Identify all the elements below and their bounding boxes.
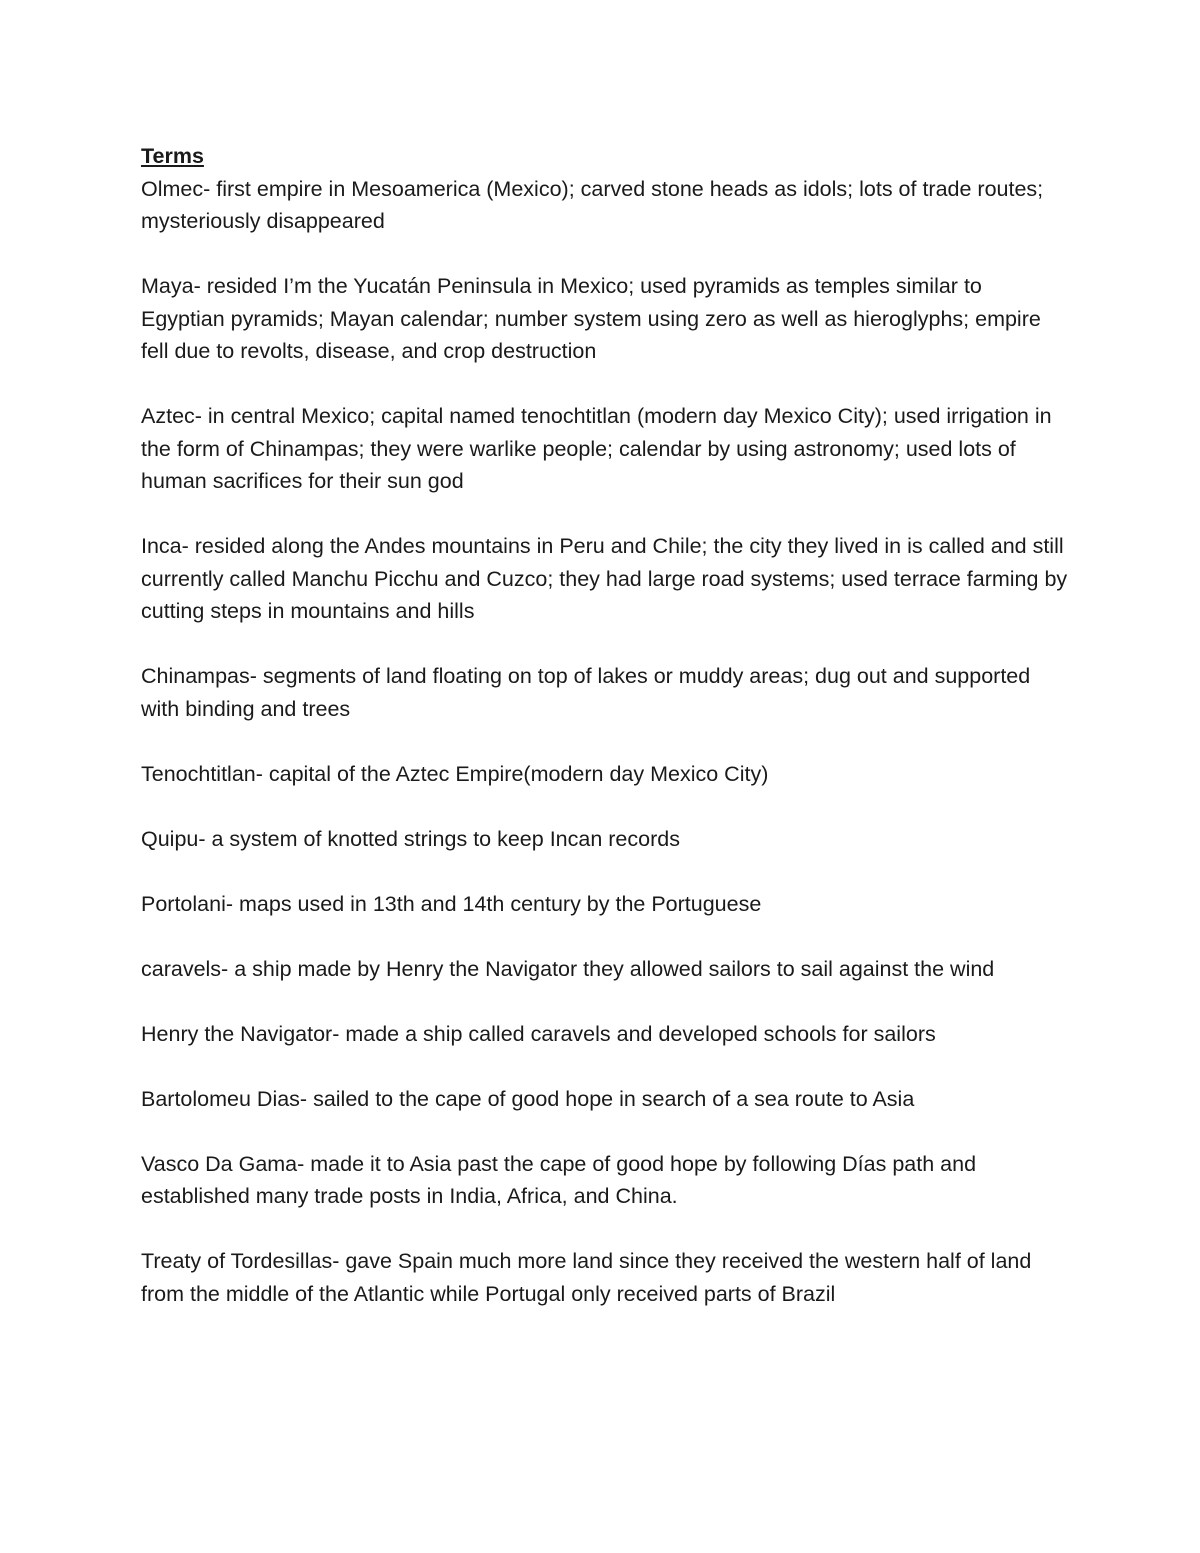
document-body xyxy=(141,140,1071,1310)
term-entry-bartolomeu-dias: Bartolomeu Dias- sailed to the cape of good hope in search of a sea route to Asia xyxy=(141,1086,915,1111)
term-entry-henry-the-navigator: Henry the Navigator- made a ship called caravels and developed schools for sailors xyxy=(141,1021,936,1046)
document-heading: Terms xyxy=(141,144,204,168)
term-entry-aztec: Aztec- in central Mexico; capital named tenochtitlan (modern day Mexico City); used irrigation in the form of Chinampas; they were warlike people; calendar by using astronomy; used lots of human sacrifices for their sun god xyxy=(141,404,1052,493)
term-entry-caravels: caravels- a ship made by Henry the Navigator they allowed sailors to sail against the wind xyxy=(141,956,995,981)
term-entry-portolani: Portolani- maps used in 13th and 14th century by the Portuguese xyxy=(141,891,762,916)
term-entry-chinampas: Chinampas- segments of land floating on top of lakes or muddy areas; dug out and supported with binding and trees xyxy=(141,664,1031,721)
term-entry-quipu: Quipu- a system of knotted strings to keep Incan records xyxy=(141,826,680,851)
term-entry-tenochtitlan: Tenochtitlan- capital of the Aztec Empire(modern day Mexico City) xyxy=(141,761,769,786)
term-entry-vasco-da-gama: Vasco Da Gama- made it to Asia past the cape of good hope by following Días path and established many trade posts in India, Africa, and China. xyxy=(141,1151,977,1208)
term-entry-inca: Inca- resided along the Andes mountains in Peru and Chile; the city they lived in is called and still currently called Manchu Picchu and Cuzco; they had large road systems; used terrace farming by cutting steps in mountains and hills xyxy=(141,534,1068,623)
term-entry-maya: Maya- resided I’m the Yucatán Peninsula in Mexico; used pyramids as temples similar to Egyptian pyramids; Mayan calendar; number system using zero as well as hieroglyphs; empire fell due to revolts, disease, and crop destruction xyxy=(141,274,1041,363)
term-entry-olmec: Olmec- first empire in Mesoamerica (Mexico); carved stone heads as idols; lots of trade routes; mysteriously disappeared xyxy=(141,176,1044,233)
term-entry-treaty-of-tordesillas: Treaty of Tordesillas- gave Spain much more land since they received the western half of land from the middle of the Atlantic while Portugal only received parts of Brazil xyxy=(141,1249,1032,1306)
